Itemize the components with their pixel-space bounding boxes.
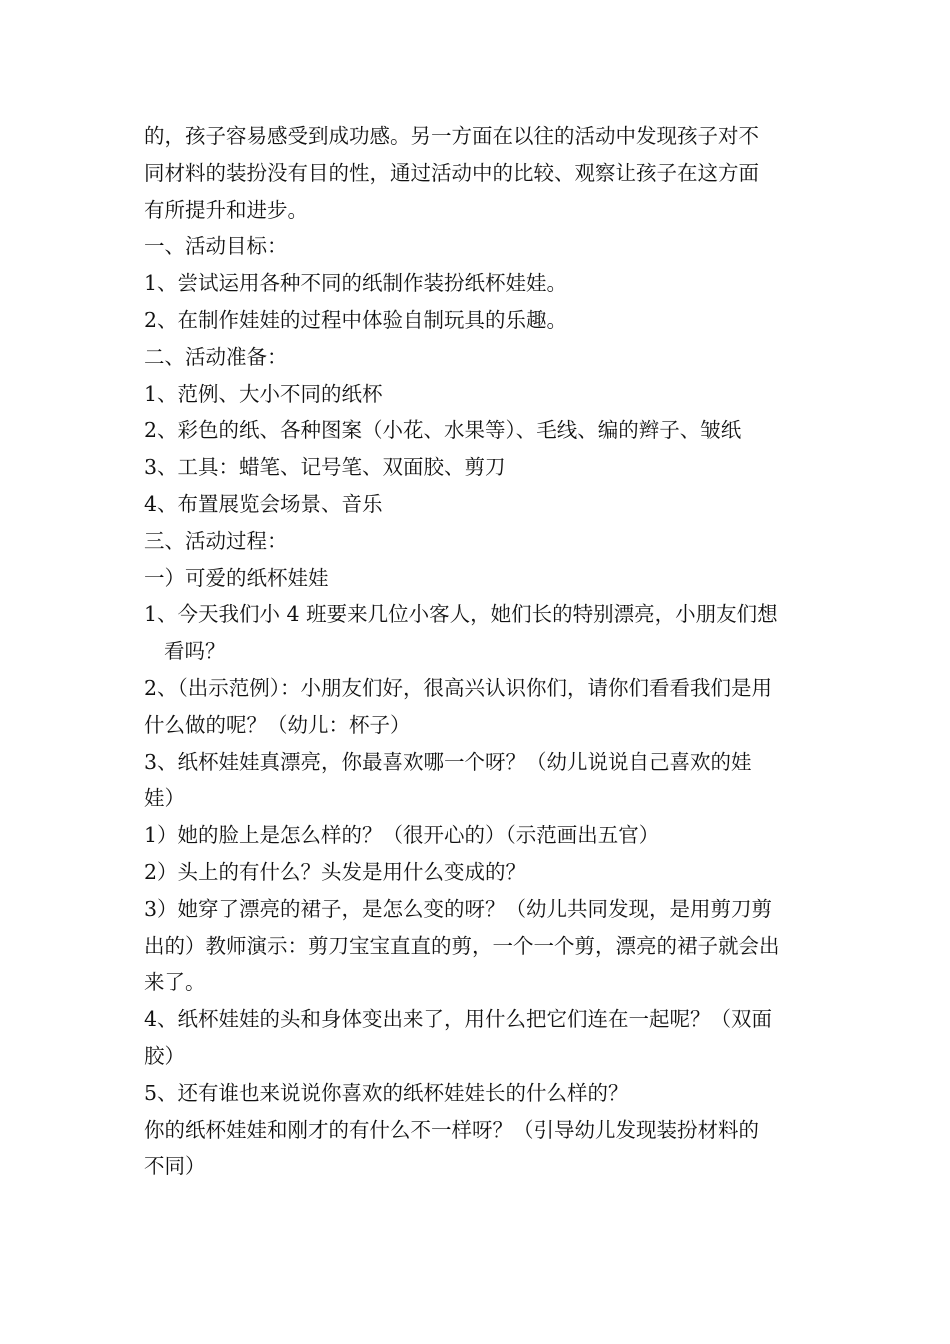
section-heading: 二、活动准备： [144, 344, 288, 369]
list-item: 3、纸杯娃娃真漂亮，你最喜欢哪一个呀？（幼儿说说自己喜欢的娃 [144, 749, 752, 774]
list-item: 1、范例、大小不同的纸杯 [144, 381, 383, 406]
text-line: 同材料的装扮没有目的性，通过活动中的比较、观察让孩子在这方面 [144, 160, 759, 185]
list-item: 2、（出示范例）：小朋友们好，很高兴认识你们，请你们看看我们是用 [144, 675, 773, 700]
section-heading: 一、活动目标： [144, 234, 288, 259]
list-item: 1、今天我们小 4 班要来几位小客人，她们长的特别漂亮，小朋友们想 [144, 602, 778, 627]
text-line: 胶） [144, 1043, 185, 1068]
list-item: 2、彩色的纸、各种图案（小花、水果等）、毛线、编的辫子、皱纸 [144, 418, 742, 443]
text-line: 不同） [144, 1154, 206, 1179]
subsection-heading: 一）可爱的纸杯娃娃 [144, 565, 329, 590]
list-item: 1）她的脸上是怎么样的？（很开心的）（示范画出五官） [144, 823, 660, 848]
section-heading: 三、活动过程： [144, 528, 288, 553]
text-line: 你的纸杯娃娃和刚才的有什么不一样呀？（引导幼儿发现装扮材料的 [144, 1117, 759, 1142]
text-line: 有所提升和进步。 [144, 197, 308, 222]
list-item: 3）她穿了漂亮的裙子，是怎么变的呀？（幼儿共同发现，是用剪刀剪 [144, 896, 773, 921]
document-body [144, 118, 814, 1185]
list-item: 3、工具：蜡笔、记号笔、双面胶、剪刀 [144, 455, 506, 480]
list-item: 4、布置展览会场景、音乐 [144, 491, 383, 516]
list-item: 2）头上的有什么？头发是用什么变成的？ [144, 859, 527, 884]
list-item: 1、尝试运用各种不同的纸制作装扮纸杯娃娃。 [144, 271, 568, 296]
text-line: 的，孩子容易感受到成功感。另一方面在以往的活动中发现孩子对不 [144, 124, 759, 148]
text-line: 娃） [144, 786, 185, 811]
list-item-continuation: 看吗？ [164, 639, 226, 664]
list-item: 4、纸杯娃娃的头和身体变出来了，用什么把它们连在一起呢？（双面 [144, 1007, 773, 1032]
list-item: 5、还有谁也来说说你喜欢的纸杯娃娃长的什么样的？ [144, 1080, 629, 1105]
text-line: 出的）教师演示：剪刀宝宝直直的剪，一个一个剪，漂亮的裙子就会出 [144, 933, 780, 958]
text-line: 来了。 [144, 970, 206, 995]
list-item: 2、在制作娃娃的过程中体验自制玩具的乐趣。 [144, 307, 568, 332]
text-line: 什么做的呢？（幼儿：杯子） [144, 712, 411, 737]
